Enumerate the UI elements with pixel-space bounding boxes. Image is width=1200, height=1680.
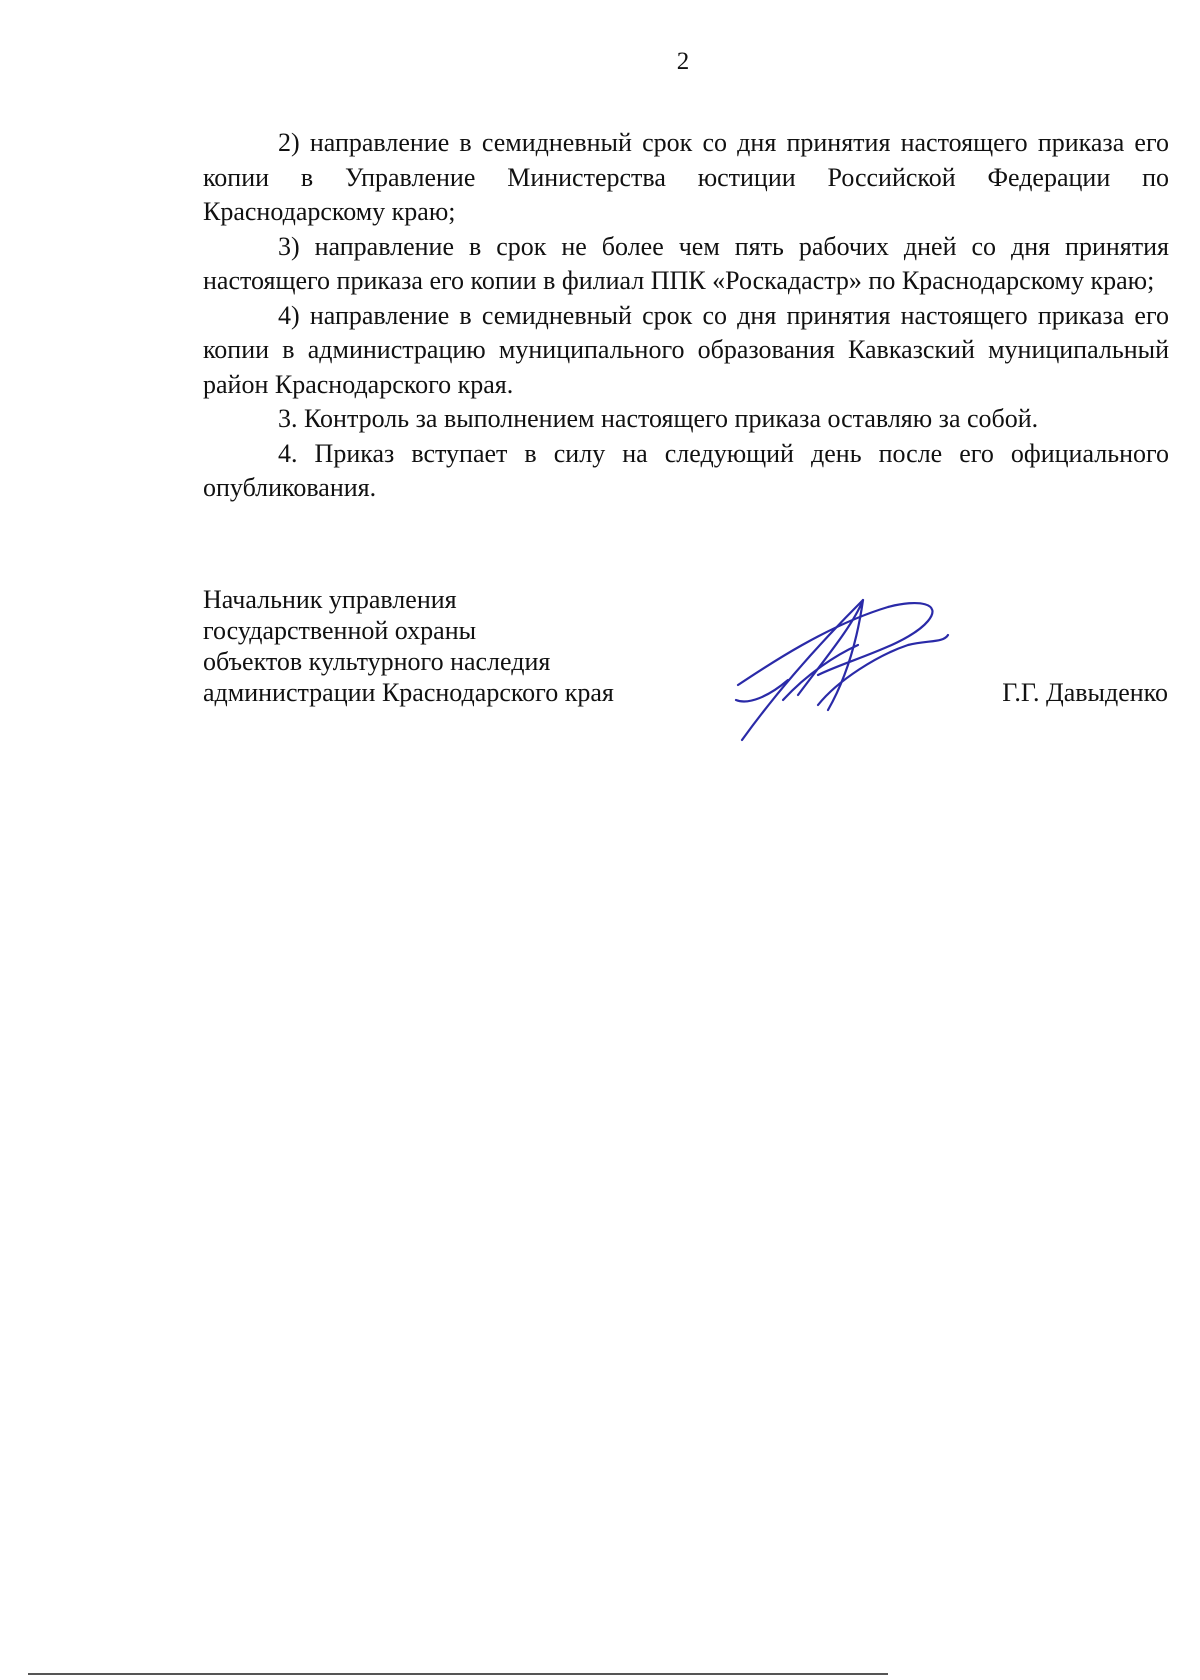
- position-line: администрации Краснодарского края: [203, 678, 614, 707]
- paragraph-item-4: 4) направление в семидневный срок со дня принятия настоящего приказа его копии в администрацию муниципального образования Кавказский муниципальный район Краснодарского края.: [203, 300, 1169, 399]
- document-body: [203, 126, 1169, 506]
- paragraph-item-3: 3) направление в срок не более чем пять рабочих дней со дня принятия настоящего приказа его копии в филиал ППК «Роскадастр» по Краснодарскому краю;: [203, 231, 1169, 295]
- position-line: государственной охраны: [203, 616, 477, 645]
- paragraph-item-2: 2) направление в семидневный срок со дня принятия настоящего приказа его копии в Управление Министерства юстиции Российской Федерации по Краснодарскому краю;: [203, 128, 1169, 226]
- page-number: 2: [676, 48, 690, 75]
- signer-name: Г.Г. Давыденко: [1002, 678, 1168, 707]
- paragraph-clause-4: 4. Приказ вступает в силу на следующий день после его официального опубликования.: [203, 438, 1169, 502]
- bottom-divider: [28, 1673, 888, 1675]
- signer-position: [203, 584, 614, 708]
- handwritten-signature: [728, 585, 958, 745]
- position-line: объектов культурного наследия: [203, 647, 551, 676]
- position-line: Начальник управления: [203, 585, 457, 614]
- paragraph-clause-3: 3. Контроль за выполнением настоящего приказа оставляю за собой.: [278, 404, 1039, 433]
